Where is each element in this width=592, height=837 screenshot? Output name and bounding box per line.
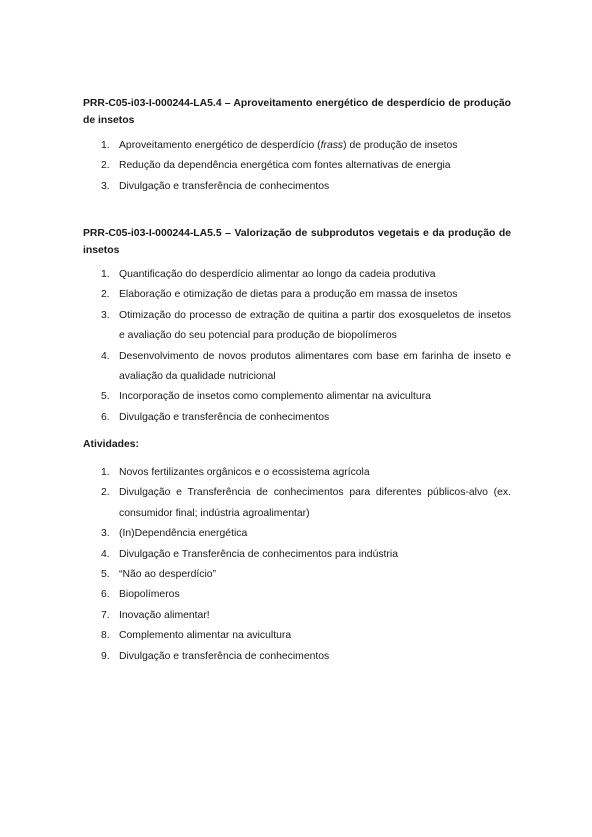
list-number: 7. (101, 609, 110, 621)
list-number: 6. (101, 589, 110, 601)
list-item (83, 585, 511, 605)
list-item-text: Divulgação e transferência de conhecimentos (119, 180, 330, 192)
list-item-text (119, 140, 458, 151)
list-item (83, 408, 511, 428)
list-number: 4. (101, 350, 110, 362)
numbered-list (83, 463, 511, 667)
list-item-text-start: Aproveitamento energético de desperdício ( (119, 140, 321, 151)
list-item-text: Divulgação e Transferência de conhecimentos para indústria (119, 548, 398, 560)
list-item (83, 463, 511, 483)
list-item-text: Redução da dependência energética com fontes alternativas de energia (119, 160, 451, 172)
section-heading: Atividades: (83, 439, 140, 450)
list-number: 5. (101, 569, 110, 581)
list-item-text: Complemento alimentar na avicultura (119, 630, 292, 642)
list-item-text: Elaboração e otimização de dietas para a produção em massa de insetos (119, 289, 458, 301)
list-item (83, 265, 511, 285)
list-item-text: Otimização do processo de extração de quitina a partir dos exosqueletos de insetos e avaliação do seu potencial para produção de biopolímeros (119, 309, 511, 342)
list-item-text: Divulgação e Transferência de conhecimentos para diferentes públicos-alvo (ex. consumidor final; indústria agroalimentar) (119, 487, 511, 519)
section-la5-4 (83, 95, 511, 197)
list-item-text: Novos fertilizantes orgânicos e o ecossistema agrícola (119, 467, 370, 478)
list-number: 1. (101, 467, 110, 478)
list-number: 1. (101, 140, 110, 151)
list-number: 1. (101, 269, 110, 280)
list-item (83, 606, 511, 626)
list-item (83, 156, 511, 176)
list-item (83, 545, 511, 565)
section-la5-5 (83, 225, 511, 428)
list-item-text: Divulgação e transferência de conhecimentos (119, 650, 330, 662)
numbered-list (83, 136, 511, 197)
section-heading: PRR-C05-i03-I-000244-LA5.4 – Aproveitamento energético de desperdício de produção de insetos (83, 98, 511, 126)
list-number: 5. (101, 391, 110, 403)
list-item-text: Divulgação e transferência de conhecimentos (119, 411, 330, 423)
list-item-text: (In)Dependência energética (119, 528, 248, 540)
list-item-text: Quantificação do desperdício alimentar ao longo da cadeia produtiva (119, 269, 436, 280)
list-item (83, 483, 511, 524)
list-item-text: Incorporação de insetos como complemento alimentar na avicultura (119, 391, 431, 403)
list-item (83, 136, 511, 156)
list-number: 2. (101, 487, 110, 499)
list-item (83, 347, 511, 388)
list-number: 2. (101, 289, 110, 301)
list-number: 3. (101, 180, 110, 192)
list-item (83, 565, 511, 585)
list-item-italic-term: frass (320, 140, 344, 151)
list-item-text: “Não ao desperdício” (119, 569, 217, 581)
list-number: 2. (101, 160, 110, 172)
list-item (83, 626, 511, 646)
section-heading: PRR-C05-i03-I-000244-LA5.5 – Valorização de subprodutos vegetais e da produção de insetos (83, 228, 511, 256)
list-item-text-end: ) de produção de insetos (343, 140, 458, 151)
list-item (83, 306, 511, 347)
list-item (83, 387, 511, 407)
list-item-text: Inovação alimentar! (119, 609, 210, 621)
list-item (83, 177, 511, 197)
list-number: 9. (101, 650, 110, 662)
list-number: 3. (101, 309, 110, 321)
list-item-text: Biopolímeros (119, 589, 180, 601)
list-number: 6. (101, 411, 110, 423)
list-item (83, 285, 511, 305)
list-item-text: Desenvolvimento de novos produtos alimentares com base em farinha de inseto e avaliação da qualidade nutricional (119, 350, 511, 383)
list-item (83, 524, 511, 544)
section-atividades (83, 436, 511, 667)
list-number: 4. (101, 548, 110, 560)
numbered-list (83, 265, 511, 428)
list-number: 3. (101, 528, 110, 540)
list-item (83, 647, 511, 667)
list-number: 8. (101, 630, 110, 642)
